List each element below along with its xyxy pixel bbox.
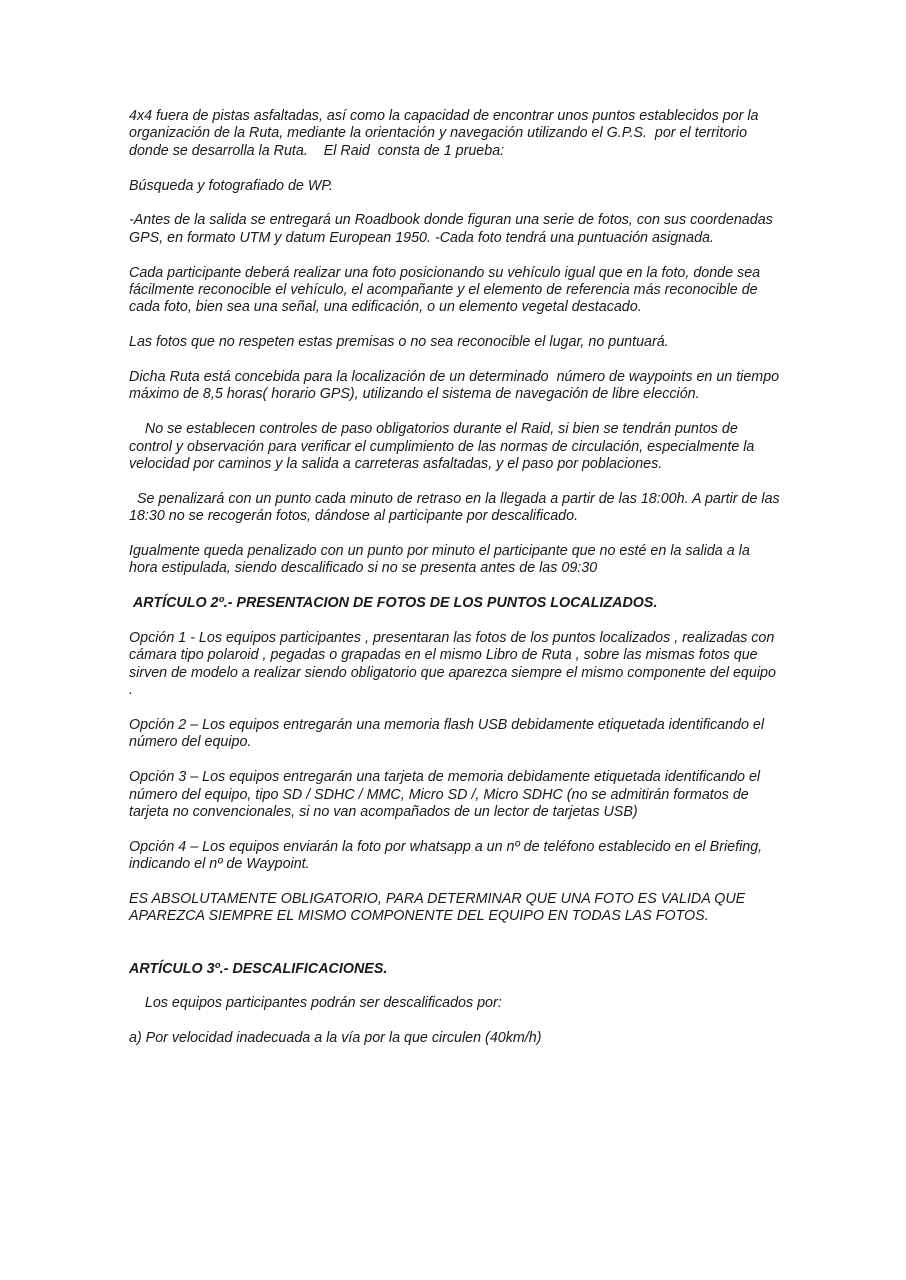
paragraph-option-2: Opción 2 – Los equipos entregarán una memoria flash USB debidamente etiquetada identificando el número del equipo.	[129, 717, 769, 751]
paragraph-option-1: Opción 1 - Los equipos participantes , presentaran las fotos de los puntos localizados , realizadas con cámara tipo polaroid , pegadas o grapadas en el mismo Libro de Ruta , sobre las mismas fotos que sirven de modelo a realizar siendo obligatorio que aparezca siempre el mismo componente del equipo .	[129, 630, 780, 699]
paragraph-delay-penalty: Se penalizará con un punto cada minuto de retraso en la llegada a partir de las 18:00h. A partir de las 18:30 no se recogerán fotos, dándose al participante por descalificado.	[129, 490, 784, 525]
paragraph-controls: No se establecen controles de paso obligatorios durante el Raid, si bien se tendrán puntos de control y observación para verificar el cumplimiento de las normas de circulación, especialmente la velocidad por caminos y la salida a carreteras asfaltadas, y el paso por poblaciones.	[129, 421, 759, 473]
paragraph-item-a: a) Por velocidad inadecuada a la vía por la que circulen (40km/h)	[129, 1030, 542, 1047]
paragraph-start-penalty: Igualmente queda penalizado con un punto por minuto el participante que no esté en la salida a la hora estipulada, siendo descalificado si no se presenta antes de las 09:30	[129, 543, 754, 577]
paragraph-raid-intro: 4x4 fuera de pistas asfaltadas, así como la capacidad de encontrar unos puntos establecidos por la organización de la Ruta, mediante la orientación y navegación utilizando el G.P.S. por el territorio donde se desarrolla la Ruta. El Raid consta de 1 prueba:	[129, 108, 763, 159]
paragraph-option-4: Opción 4 – Los equipos enviarán la foto por whatsapp a un nº de teléfono establecido en el Briefing, indicando el nº de Waypoint.	[129, 838, 767, 873]
paragraph-search-wp: Búsqueda y fotografiado de WP.	[129, 177, 334, 194]
paragraph-photo-rules: Cada participante deberá realizar una foto posicionando su vehículo igual que en la foto, donde sea fácilmente reconocible el vehículo, el acompañante y el elemento de referencia más reconocible de cada foto, bien sea una señal, una edificación, o un elemento vegetal destacado.	[129, 264, 765, 316]
paragraph-route-time: Dicha Ruta está concebida para la localización de un determinado número de waypoints en un tiempo máximo de 8,5 horas( horario GPS), utilizando el sistema de navegación de libre elección.	[129, 369, 784, 403]
heading-article-3: ARTÍCULO 3º.- DESCALIFICACIONES.	[129, 960, 388, 977]
paragraph-disqualification-intro: Los equipos participantes podrán ser descalificados por:	[129, 995, 502, 1012]
blank-line	[129, 943, 781, 960]
paragraph-roadbook: -Antes de la salida se entregará un Roadbook donde figuran una serie de fotos, con sus coordenadas GPS, en formato UTM y datum European 1950. -Cada foto tendrá una puntuación asignada.	[129, 212, 777, 246]
heading-article-2: ARTÍCULO 2º.- PRESENTACION DE FOTOS DE LOS PUNTOS LOCALIZADOS.	[129, 595, 658, 612]
paragraph-mandatory-notice: ES ABSOLUTAMENTE OBLIGATORIO, PARA DETERMINAR QUE UNA FOTO ES VALIDA QUE APAREZCA SIEMPRE EL MISMO COMPONENTE DEL EQUIPO EN TODAS LAS FOTOS.	[129, 891, 749, 925]
paragraph-option-3: Opción 3 – Los equipos entregarán una tarjeta de memoria debidamente etiquetada identificando el número del equipo, tipo SD / SDHC / MMC, Micro SD /, Micro SDHC (no se admitirán formatos de tarjeta no convencionales, si no van acompañados de un lector de tarjetas USB)	[129, 769, 765, 821]
paragraph-no-score: Las fotos que no respeten estas premisas o no sea reconocible el lugar, no puntuará.	[129, 334, 669, 351]
document-page	[129, 108, 784, 1065]
